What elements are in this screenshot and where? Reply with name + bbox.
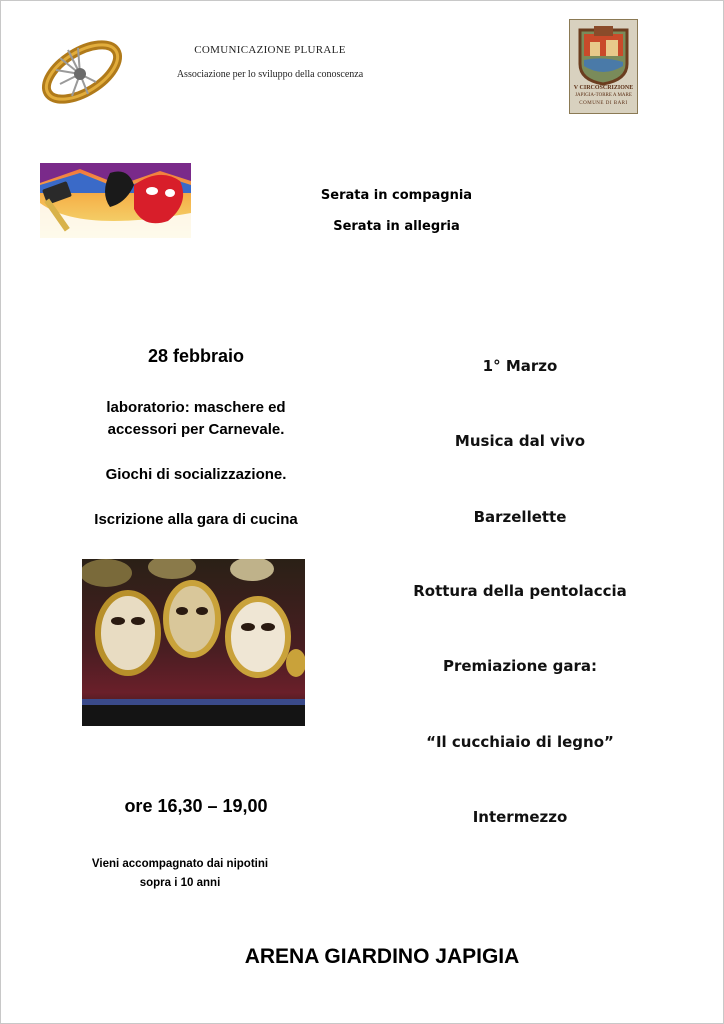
grandchildren-note-line2: sopra i 10 anni bbox=[139, 877, 221, 889]
crest-label-line3: COMUNE DI BARI bbox=[579, 101, 628, 106]
day2-item-jokes: Barzellette bbox=[473, 508, 567, 526]
venetian-mask-icon bbox=[82, 559, 305, 726]
organization-subtitle: Associazione per lo sviluppo della conoscenza bbox=[176, 69, 364, 80]
day1-activity-games: Giochi di socializzazione. bbox=[105, 466, 287, 483]
day1-activity-workshop-line1: laboratorio: maschere ed bbox=[106, 399, 286, 416]
crest-label-line1: V CIRCOSCRIZIONE bbox=[573, 85, 634, 91]
crest-emblem-icon bbox=[570, 20, 637, 86]
day2-date: 1° Marzo bbox=[482, 357, 558, 375]
carnival-mask-icon bbox=[40, 163, 191, 238]
comunicazione-plurale-logo bbox=[38, 36, 124, 108]
tagline-line1: Serata in compagnia bbox=[320, 188, 473, 203]
venetian-masks-photo bbox=[82, 559, 305, 726]
day2-item-pentolaccia: Rottura della pentolaccia bbox=[413, 582, 627, 600]
day2-item-live-music: Musica dal vivo bbox=[454, 432, 586, 450]
day2-item-award: Premiazione gara: bbox=[442, 657, 598, 675]
tagline-line2: Serata in allegria bbox=[333, 219, 460, 234]
venue-name: ARENA GIARDINO JAPIGIA bbox=[244, 945, 520, 968]
day2-item-intermission: Intermezzo bbox=[472, 808, 568, 826]
crest-label-line2: JAPIGIA-TORRE A MARE bbox=[575, 93, 632, 98]
event-time: ore 16,30 – 19,00 bbox=[124, 796, 268, 816]
circoscrizione-crest bbox=[569, 19, 638, 114]
day1-activity-cooking-contest: Iscrizione alla gara di cucina bbox=[94, 511, 298, 528]
day2-item-wooden-spoon: “Il cucchiaio di legno” bbox=[426, 733, 614, 751]
day1-date: 28 febbraio bbox=[147, 346, 245, 366]
carnival-clipart bbox=[40, 163, 191, 238]
grandchildren-note-line1: Vieni accompagnato dai nipotini bbox=[91, 858, 269, 870]
organization-name: COMUNICAZIONE PLURALE bbox=[194, 44, 346, 56]
day1-activity-workshop-line2: accessori per Carnevale. bbox=[107, 421, 285, 438]
